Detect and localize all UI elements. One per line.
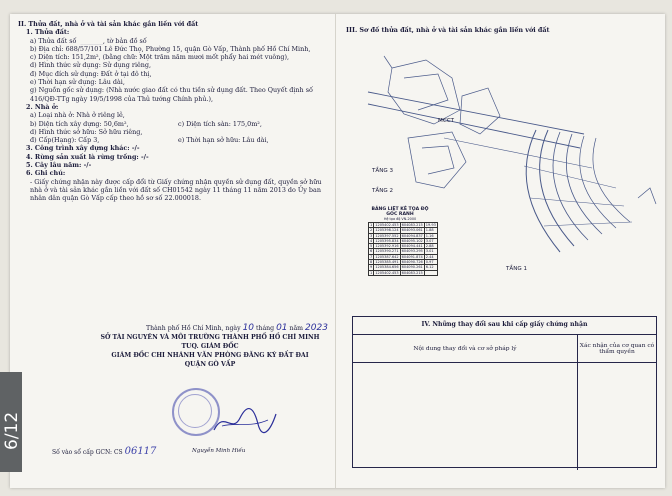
coordinate-cell: 0.97 bbox=[424, 260, 437, 265]
land-use-term: e) Thời hạn sử dụng: Lâu dài, bbox=[30, 78, 125, 87]
coordinate-cell: 604095.102 bbox=[401, 238, 423, 243]
label-tang1: TẦNG 1 bbox=[506, 266, 528, 272]
coordinate-cell: 2 bbox=[370, 228, 373, 233]
date-prefix: Thành phố Hồ Chí Minh, ngày bbox=[146, 325, 241, 332]
coordinate-row bbox=[369, 244, 438, 249]
land-address: b) Địa chỉ: 688/57/101 Lê Đức Thọ, Phường 15, quận Gò Vấp, Thành phố Hồ Chí Minh, bbox=[30, 44, 311, 53]
coordinate-cell: 604090.726 bbox=[401, 260, 423, 265]
road-curve-4 bbox=[566, 134, 602, 234]
floor2-tick bbox=[384, 56, 392, 68]
house-type: a) Loại nhà ở: Nhà ở riêng lẻ, bbox=[30, 111, 125, 120]
coordinate-cell: 3.07 bbox=[424, 238, 437, 243]
coordinate-cell: 1205384.656 bbox=[375, 265, 399, 270]
coordinate-cell: 1.88 bbox=[424, 228, 437, 233]
north-arrow bbox=[638, 188, 656, 204]
coordinate-cell: 1205390.271 bbox=[375, 249, 399, 254]
label-tang3: TẦNG 3 bbox=[372, 168, 394, 174]
section-iii-title: III. Sơ đồ thửa đất, nhà ở và tài sản khác gắn liền với đất bbox=[346, 26, 550, 34]
house-heading: 2. Nhà ở: bbox=[26, 102, 59, 111]
coordinate-table bbox=[368, 207, 436, 276]
signature-block bbox=[90, 324, 330, 369]
coordinate-row bbox=[369, 223, 438, 228]
date-year-word: năm bbox=[289, 325, 304, 332]
coordinate-cell: 604083.215 bbox=[401, 270, 423, 275]
coordinate-cell: 1205392.916 bbox=[375, 244, 399, 249]
issuer-director: GIÁM ĐỐC CHI NHÁNH VĂN PHÒNG ĐĂNG KÝ ĐẤT ĐAI bbox=[111, 352, 309, 359]
other-construction: 3. Công trình xây dựng khác: -/- bbox=[26, 144, 140, 153]
perennial-trees: 5. Cây lâu năm: -/- bbox=[26, 161, 92, 170]
street-line-3 bbox=[444, 138, 592, 168]
floor2-inner bbox=[404, 74, 448, 110]
road-curve-3 bbox=[553, 132, 588, 240]
coordinate-cell: 604094.441 bbox=[401, 244, 423, 249]
coordinate-row bbox=[369, 270, 438, 275]
street-line-1 bbox=[368, 92, 584, 134]
coordinate-cell: 1205402.453 bbox=[375, 223, 399, 227]
issuer-org: SỞ TÀI NGUYÊN VÀ MÔI TRƯỜNG THÀNH PHỐ HỒ CHÍ MINH bbox=[100, 334, 320, 341]
coordinate-cell: 1205397.552 bbox=[375, 233, 399, 238]
coordinate-cell: 8 bbox=[370, 260, 373, 265]
issue-date bbox=[90, 324, 330, 333]
land-heading: 1. Thửa đất: bbox=[26, 28, 70, 37]
signer-name: Nguyễn Minh Hiếu bbox=[192, 448, 246, 454]
changes-table bbox=[352, 316, 657, 468]
coordinate-cell: 1205395.834 bbox=[375, 238, 399, 243]
left-page bbox=[18, 20, 330, 203]
coordinate-cell: 1205398.124 bbox=[375, 228, 399, 233]
house-term: e) Thời hạn sở hữu: Lâu dài, bbox=[178, 136, 269, 145]
page-badge-text: 6/12 bbox=[2, 411, 22, 450]
page-badge bbox=[0, 372, 22, 472]
coordinate-cell: 604093.295 bbox=[401, 249, 423, 254]
coordinate-row bbox=[369, 228, 438, 233]
coordinate-cell: 604083.215 bbox=[401, 223, 423, 227]
coordinate-row bbox=[369, 238, 438, 243]
registry-number bbox=[52, 446, 156, 457]
land-area: c) Diện tích: 151,2m², (bằng chữ: Một trăm năm mươi mốt phẩy hai mét vuông), bbox=[30, 53, 290, 62]
coordinate-cell: 1205385.491 bbox=[375, 260, 399, 265]
registry-prefix: Số vào sổ cấp GCN: CS bbox=[52, 449, 123, 456]
changes-title: IV. Những thay đổi sau khi cấp giấy chứng nhận bbox=[353, 317, 656, 335]
floor3-inner bbox=[422, 146, 454, 174]
date-month: 01 bbox=[276, 323, 288, 333]
coordinate-cell: 4 bbox=[370, 238, 373, 243]
coordinate-cell: 2.44 bbox=[424, 254, 437, 259]
coordinate-cell: 7 bbox=[370, 254, 373, 259]
land-use-form: d) Hình thức sử dụng: Sử dụng riêng, bbox=[30, 61, 152, 70]
date-year: 2023 bbox=[305, 323, 328, 333]
house-floor-area: c) Diện tích sàn: 175,0m², bbox=[178, 119, 262, 128]
land-origin-2: 416/QĐ-TTg ngày 19/5/1998 của Thủ tướng Chính phủ.), bbox=[30, 94, 214, 103]
date-month-word: tháng bbox=[256, 325, 275, 332]
notes-text: - Giấy chứng nhận này được cấp đổi từ Giấy chứng nhận quyền sử dụng đất, quyền sở hữu nhà ở và tài sản khác gắn liền với đất số CH01542 ngày 11 tháng 11 năm 2013 do Ủy ban nhân dân quận Gò Vấp cấp theo hồ sơ số 22.000018. bbox=[30, 177, 322, 203]
date-day: 10 bbox=[242, 323, 255, 333]
coordinate-cell: 604090.261 bbox=[401, 265, 423, 270]
coordinate-cell: 1205387.642 bbox=[375, 254, 399, 259]
road-curve-2 bbox=[540, 130, 574, 246]
coordinate-cell: 604094.837 bbox=[401, 233, 423, 238]
coordinate-cell bbox=[424, 270, 437, 275]
coordinate-cell: 9 bbox=[370, 265, 373, 270]
label-tang2: TẦNG 2 bbox=[372, 188, 394, 194]
coordinate-cell: 1205402.453 bbox=[375, 270, 399, 275]
coordinate-cell: 19.93 bbox=[425, 223, 436, 227]
coordinate-cell: 5 bbox=[370, 244, 373, 249]
signature-icon bbox=[210, 404, 280, 438]
coordinate-row bbox=[369, 260, 438, 265]
changes-body-content bbox=[353, 363, 578, 470]
house-ownership: d) Hình thức sở hữu: Sở hữu riêng, bbox=[30, 127, 143, 136]
coordinate-table-subtitle: Hệ tọa độ VN-2000 bbox=[383, 217, 417, 221]
land-origin-1: g) Nguồn gốc sử dụng: (Nhà nước giao đất có thu tiền sử dụng đất. Theo Quyết định số bbox=[30, 86, 313, 95]
coordinate-row bbox=[369, 254, 438, 259]
land-parcel-label: a) Thửa đất số bbox=[30, 36, 77, 45]
land-parcel-number: a) Thửa đất số _______, tờ bản đồ số bbox=[30, 36, 147, 45]
section-ii-title: II. Thửa đất, nhà ở và tài sản khác gắn liền với đất bbox=[18, 20, 199, 28]
cross-line-1 bbox=[524, 166, 616, 188]
street-line-2 bbox=[368, 104, 580, 148]
changes-col-confirm: Xác nhận của cơ quan có thẩm quyền bbox=[579, 342, 655, 355]
coordinate-cell: 604091.874 bbox=[401, 254, 423, 259]
floor2-outline bbox=[388, 60, 460, 124]
coordinate-cell: 604093.061 bbox=[401, 228, 423, 233]
changes-body-confirm bbox=[578, 363, 656, 470]
issuer-district: QUẬN GÒ VẤP bbox=[184, 361, 236, 368]
coordinate-table-title: BẢNG LIỆT KÊ TỌA ĐỘ GÓC RANH bbox=[371, 207, 429, 217]
changes-header bbox=[353, 335, 656, 363]
land-use-purpose: đ) Mục đích sử dụng: Đất ở tại đô thị, bbox=[30, 69, 152, 78]
label-mcct: MCCT bbox=[438, 118, 455, 124]
coordinate-cell: 1.16 bbox=[424, 233, 437, 238]
registry-value: 06117 bbox=[124, 446, 157, 457]
production-forest: 4. Rừng sản xuất là rừng trồng: -/- bbox=[26, 152, 149, 161]
changes-body bbox=[353, 363, 656, 470]
coordinate-row bbox=[369, 265, 438, 270]
coordinate-cell: 3.01 bbox=[424, 249, 437, 254]
coordinate-cell: 1 bbox=[370, 223, 373, 227]
house-grade-term bbox=[18, 136, 330, 144]
coordinate-cell: 6.12 bbox=[424, 265, 437, 270]
coordinate-row bbox=[369, 233, 438, 238]
house-build-area: b) Diện tích xây dựng: 50,6m², bbox=[30, 119, 129, 128]
official-seal-inner-icon bbox=[178, 394, 212, 428]
house-areas bbox=[18, 120, 330, 128]
coordinate-cell: 2.88 bbox=[424, 244, 437, 249]
coordinate-cell: 1 bbox=[370, 270, 373, 275]
page-fold bbox=[335, 14, 336, 488]
coordinate-row bbox=[369, 249, 438, 254]
changes-col-content: Nội dung thay đổi và cơ sở pháp lý bbox=[353, 335, 578, 362]
land-sheet-label: , tờ bản đồ số bbox=[102, 36, 147, 45]
issuer-role: TUQ. GIÁM ĐỐC bbox=[181, 343, 239, 350]
coordinate-cell: 6 bbox=[370, 249, 373, 254]
coordinate-grid bbox=[368, 222, 438, 276]
coordinate-cell: 3 bbox=[370, 233, 373, 238]
notes-heading: 6. Ghi chú: bbox=[26, 169, 66, 178]
house-grade: đ) Cấp(Hạng): Cấp 3, bbox=[30, 136, 100, 145]
